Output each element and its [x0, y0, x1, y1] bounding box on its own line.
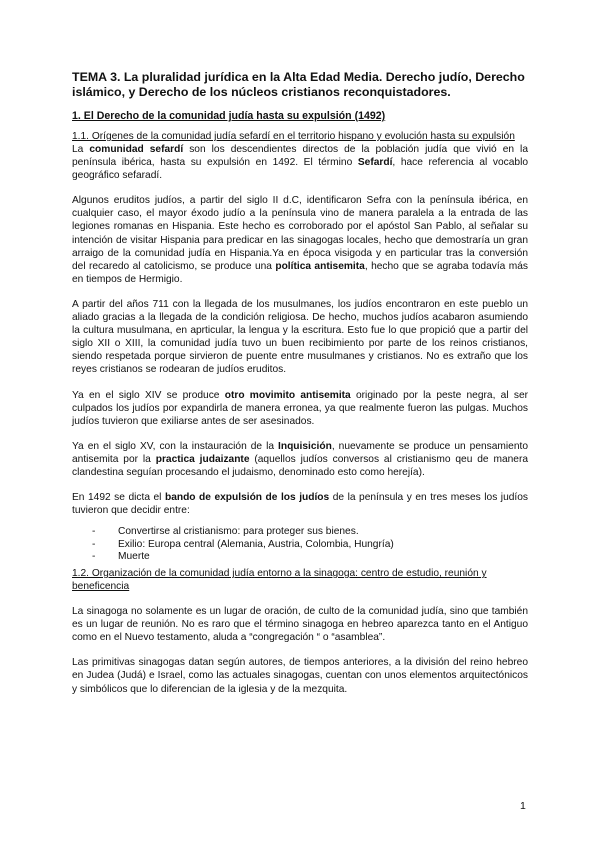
paragraph-8: Las primitivas sinagogas datan según autores, de tiempos anteriores, a la división del reino hebreo en Judea (Judá) e Israel, como las actuales sinagogas, cuentan con unos elementos arquitectónicos y simbólicos que lo diferencian de la iglesia y de la mezquita. — [72, 657, 528, 695]
list-dash: - — [92, 526, 96, 538]
paragraph-6: En 1492 se dicta el bando de expulsión de los judíos de la península y en tres meses los judíos tuvieron que decidir entre: — [72, 492, 528, 517]
paragraph-2: Algunos eruditos judíos, a partir del siglo II d.C, identificaron Sefra con la península ibérica, en cualquier caso, el mayor éxodo judío a la península vino de manera paralela a la entrada de las legiones romanas en Hispania. Este hecho es corroborado por el apóstol San Pablo, al señalar su intención de visitar Hispania para predicar en las sinagogas locales, hecho que demostraría un gran arraigo de la comunidad judía en Hispania.Ya en época visigoda y en particular tras la conversión del recaredo al catolicismo, se produce una política antisemita, hecho que se agraba todavía más en tiempos de Hermigio. — [72, 195, 528, 285]
paragraph-1: La comunidad sefardí son los descendientes directos de la población judía que vivió en la península ibérica, hasta su expulsión en 1492. El término Sefardí, hace referencia al vocablo geográfico sefaradí. — [72, 144, 529, 182]
list-dash: - — [92, 538, 96, 550]
document-page — [72, 70, 528, 696]
subsection-heading-1-1: 1.1. Orígenes de la comunidad judía sefardí en el territorio hispano y evolución hasta su expulsión — [72, 131, 515, 142]
page-number: 1 — [520, 800, 526, 812]
expulsion-options-list — [72, 526, 528, 564]
list-item: - Exilio: Europa central (Alemania, Austria, Colombia, Hungría) — [92, 538, 394, 550]
paragraph-4: Ya en el siglo XIV se produce otro movimito antisemita originado por la peste negra, al ser culpados los judíos por expandirla de manera erronea, ya que realmente fueron las pulgas. Muchos judíos tuvieron que exiliarse antes de ser asesinados. — [72, 389, 528, 427]
paragraph-7: La sinagoga no solamente es un lugar de oración, de culto de la comunidad judía, sino que también es un lugar de reunión. No es raro que el término sinagoga en hebreo aparezca tanto en el Antiguo como en el Nuevo testamento, aluda a “congregación “ o “asamblea”. — [72, 606, 528, 644]
document-title: TEMA 3. La pluralidad jurídica en la Alta Edad Media. Derecho judío, Derecho islámico, y Derecho de los núcleos cristianos reconquistadores. — [72, 70, 525, 99]
paragraph-3: A partir del años 711 con la llegada de los musulmanes, los judíos encontraron en este pueblo un aliado gracias a la llegada de la condición religiosa. De hecho, muchos judíos acabaron asumiendo la cultura musulmana, en aprticular, la lengua y la escritura. Esto fue lo que propició que a partir del siglo XII o XIII, la comunidad judía tuvo un buen recibimiento por parte de los reinos cristianos, siendo respetada porque sirvieron de puente entre musulmanes y cristianos. No es extraño que los reyes cristianos se rodearan de judíos eruditos. — [72, 298, 528, 376]
subsection-heading-1-2: 1.2. Organización de la comunidad judía entorno a la sinagoga: centro de estudio, reunión y beneficencia — [72, 568, 487, 593]
list-item: - Muerte — [92, 551, 150, 563]
list-dash: - — [92, 551, 96, 563]
paragraph-5: Ya en el siglo XV, con la instauración de la Inquisición, nuevamente se produce un pensamiento antisemita por la practica judaizante (aquellos judíos conversos al cristianismo qeu de manera clandestina seguían procesando el judaismo, denominado esto como herejía). — [72, 440, 529, 478]
section-heading-1: 1. El Derecho de la comunidad judía hasta su expulsión (1492) — [72, 110, 386, 122]
list-item: - Convertirse al cristianismo: para proteger sus bienes. — [92, 526, 359, 538]
